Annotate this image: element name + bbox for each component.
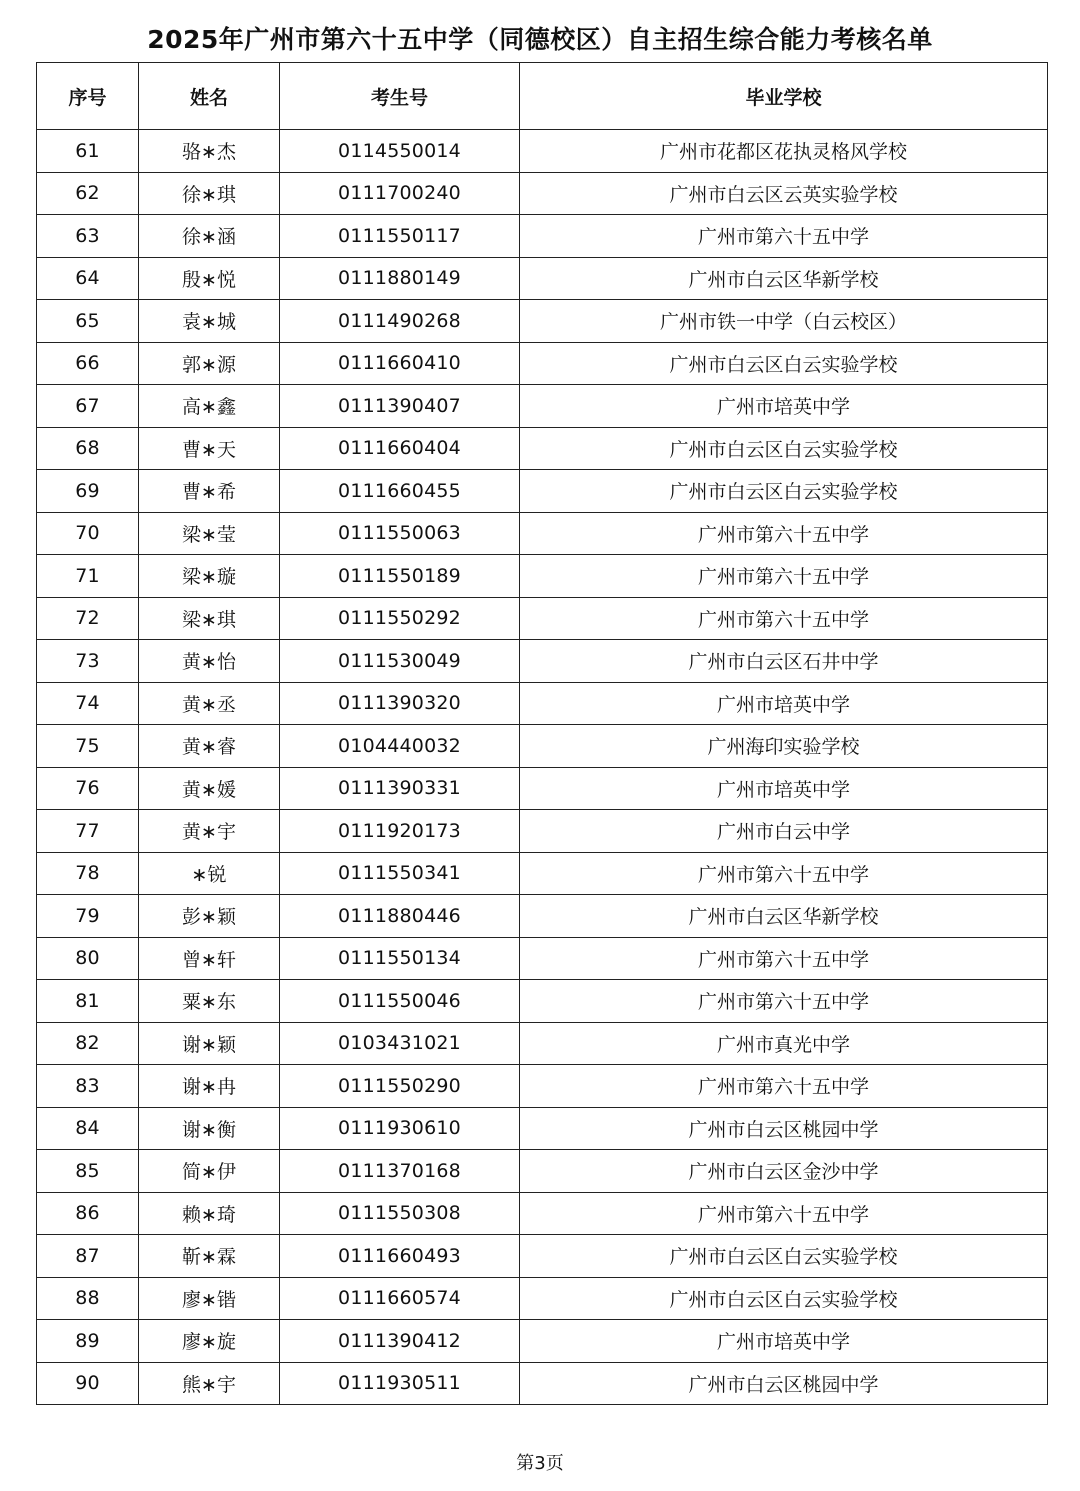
table-row	[37, 980, 1048, 1023]
cell-school: 广州市白云区白云实验学校	[520, 1277, 1048, 1320]
table-row	[37, 1022, 1048, 1065]
cell-name: 廖∗旋	[139, 1320, 280, 1363]
cell-no: 86	[37, 1192, 139, 1235]
table-row	[37, 937, 1048, 980]
table-row	[37, 597, 1048, 640]
table-row	[37, 300, 1048, 343]
column-header-name: 姓名	[139, 63, 280, 130]
cell-school: 广州市第六十五中学	[520, 1192, 1048, 1235]
table-row	[37, 1065, 1048, 1108]
cell-name: 骆∗杰	[139, 130, 280, 173]
cell-exam-id: 0111700240	[280, 172, 520, 215]
column-header-id: 考生号	[280, 63, 520, 130]
table-row	[37, 215, 1048, 258]
cell-school: 广州市第六十五中学	[520, 215, 1048, 258]
cell-school: 广州市真光中学	[520, 1022, 1048, 1065]
cell-name: 谢∗颖	[139, 1022, 280, 1065]
cell-school: 广州市第六十五中学	[520, 937, 1048, 980]
cell-name: 赖∗琦	[139, 1192, 280, 1235]
cell-exam-id: 0111550063	[280, 512, 520, 555]
cell-no: 64	[37, 257, 139, 300]
cell-no: 85	[37, 1150, 139, 1193]
cell-name: 谢∗冉	[139, 1065, 280, 1108]
cell-name: 殷∗悦	[139, 257, 280, 300]
cell-no: 88	[37, 1277, 139, 1320]
cell-school: 广州市培英中学	[520, 1320, 1048, 1363]
column-header-school: 毕业学校	[520, 63, 1048, 130]
cell-no: 78	[37, 852, 139, 895]
cell-name: 彭∗颖	[139, 895, 280, 938]
table-row	[37, 810, 1048, 853]
cell-no: 83	[37, 1065, 139, 1108]
cell-exam-id: 0111920173	[280, 810, 520, 853]
cell-no: 89	[37, 1320, 139, 1363]
cell-name: 徐∗涵	[139, 215, 280, 258]
cell-school: 广州海印实验学校	[520, 725, 1048, 768]
table-row	[37, 257, 1048, 300]
cell-school: 广州市白云区桃园中学	[520, 1107, 1048, 1150]
table-row	[37, 1362, 1048, 1405]
cell-exam-id: 0114550014	[280, 130, 520, 173]
cell-exam-id: 0111550046	[280, 980, 520, 1023]
cell-exam-id: 0111660574	[280, 1277, 520, 1320]
table-row	[37, 130, 1048, 173]
table-row	[37, 555, 1048, 598]
page-title: 2025年广州市第六十五中学（同德校区）自主招生综合能力考核名单	[147, 25, 933, 54]
cell-exam-id: 0111550292	[280, 597, 520, 640]
cell-name: 曹∗希	[139, 470, 280, 513]
cell-exam-id: 0111390412	[280, 1320, 520, 1363]
cell-no: 76	[37, 767, 139, 810]
cell-no: 75	[37, 725, 139, 768]
cell-no: 90	[37, 1362, 139, 1405]
table-row	[37, 427, 1048, 470]
table-row	[37, 1320, 1048, 1363]
page-number: 第3页	[516, 1453, 564, 1474]
cell-no: 77	[37, 810, 139, 853]
cell-no: 79	[37, 895, 139, 938]
table-row	[37, 470, 1048, 513]
cell-name: 熊∗宇	[139, 1362, 280, 1405]
cell-school: 广州市第六十五中学	[520, 512, 1048, 555]
table-row	[37, 512, 1048, 555]
cell-name: 高∗鑫	[139, 385, 280, 428]
table-row	[37, 1150, 1048, 1193]
cell-school: 广州市白云区白云实验学校	[520, 342, 1048, 385]
table-row	[37, 725, 1048, 768]
cell-school: 广州市白云区白云实验学校	[520, 1235, 1048, 1278]
table-row	[37, 640, 1048, 683]
cell-school: 广州市花都区花执灵格风学校	[520, 130, 1048, 173]
cell-exam-id: 0111550117	[280, 215, 520, 258]
cell-name: 曹∗天	[139, 427, 280, 470]
cell-no: 74	[37, 682, 139, 725]
cell-school: 广州市第六十五中学	[520, 852, 1048, 895]
cell-no: 81	[37, 980, 139, 1023]
cell-exam-id: 0111530049	[280, 640, 520, 683]
cell-name: 梁∗璇	[139, 555, 280, 598]
cell-name: 黄∗宇	[139, 810, 280, 853]
cell-school: 广州市白云区金沙中学	[520, 1150, 1048, 1193]
cell-exam-id: 0111390320	[280, 682, 520, 725]
cell-name: 黄∗怡	[139, 640, 280, 683]
cell-school: 广州市铁一中学（白云校区）	[520, 300, 1048, 343]
cell-school: 广州市白云区白云实验学校	[520, 427, 1048, 470]
cell-no: 80	[37, 937, 139, 980]
table-row	[37, 852, 1048, 895]
cell-school: 广州市白云区华新学校	[520, 895, 1048, 938]
cell-exam-id: 0111550189	[280, 555, 520, 598]
cell-no: 71	[37, 555, 139, 598]
cell-name: 谢∗衡	[139, 1107, 280, 1150]
table-row	[37, 682, 1048, 725]
cell-no: 67	[37, 385, 139, 428]
cell-name: 简∗伊	[139, 1150, 280, 1193]
cell-school: 广州市白云中学	[520, 810, 1048, 853]
cell-exam-id: 0111550341	[280, 852, 520, 895]
cell-name: 粟∗东	[139, 980, 280, 1023]
cell-no: 73	[37, 640, 139, 683]
table-row	[37, 342, 1048, 385]
cell-no: 65	[37, 300, 139, 343]
table-header-row	[37, 63, 1048, 130]
cell-name: 梁∗琪	[139, 597, 280, 640]
cell-no: 72	[37, 597, 139, 640]
table-row	[37, 767, 1048, 810]
cell-exam-id: 0111550290	[280, 1065, 520, 1108]
table-row	[37, 895, 1048, 938]
roster-table	[36, 62, 1048, 1405]
cell-name: 廖∗锴	[139, 1277, 280, 1320]
cell-exam-id: 0111390407	[280, 385, 520, 428]
cell-name: 徐∗琪	[139, 172, 280, 215]
cell-name: 黄∗睿	[139, 725, 280, 768]
cell-school: 广州市培英中学	[520, 682, 1048, 725]
cell-exam-id: 0111660404	[280, 427, 520, 470]
cell-exam-id: 0104440032	[280, 725, 520, 768]
cell-exam-id: 0111660410	[280, 342, 520, 385]
cell-exam-id: 0111660455	[280, 470, 520, 513]
column-header-no: 序号	[37, 63, 139, 130]
cell-no: 84	[37, 1107, 139, 1150]
cell-no: 87	[37, 1235, 139, 1278]
cell-school: 广州市培英中学	[520, 767, 1048, 810]
cell-name: 曾∗轩	[139, 937, 280, 980]
cell-no: 61	[37, 130, 139, 173]
cell-exam-id: 0111550134	[280, 937, 520, 980]
cell-school: 广州市第六十五中学	[520, 1065, 1048, 1108]
cell-name: ∗锐	[139, 852, 280, 895]
table-row	[37, 1277, 1048, 1320]
cell-name: 靳∗霖	[139, 1235, 280, 1278]
cell-name: 黄∗丞	[139, 682, 280, 725]
cell-exam-id: 0111660493	[280, 1235, 520, 1278]
cell-no: 70	[37, 512, 139, 555]
cell-exam-id: 0111930511	[280, 1362, 520, 1405]
cell-exam-id: 0111390331	[280, 767, 520, 810]
cell-school: 广州市培英中学	[520, 385, 1048, 428]
cell-school: 广州市白云区华新学校	[520, 257, 1048, 300]
cell-no: 82	[37, 1022, 139, 1065]
cell-name: 黄∗媛	[139, 767, 280, 810]
cell-exam-id: 0111880446	[280, 895, 520, 938]
cell-school: 广州市第六十五中学	[520, 597, 1048, 640]
cell-school: 广州市白云区石井中学	[520, 640, 1048, 683]
cell-exam-id: 0111930610	[280, 1107, 520, 1150]
cell-exam-id: 0103431021	[280, 1022, 520, 1065]
table-row	[37, 1235, 1048, 1278]
cell-exam-id: 0111880149	[280, 257, 520, 300]
table-row	[37, 172, 1048, 215]
cell-name: 郭∗源	[139, 342, 280, 385]
table-row	[37, 1107, 1048, 1150]
cell-name: 袁∗城	[139, 300, 280, 343]
table-body	[37, 130, 1048, 1405]
table-row	[37, 1192, 1048, 1235]
cell-no: 66	[37, 342, 139, 385]
cell-school: 广州市白云区桃园中学	[520, 1362, 1048, 1405]
cell-no: 68	[37, 427, 139, 470]
table-row	[37, 385, 1048, 428]
cell-school: 广州市白云区云英实验学校	[520, 172, 1048, 215]
cell-no: 63	[37, 215, 139, 258]
cell-school: 广州市白云区白云实验学校	[520, 470, 1048, 513]
cell-no: 62	[37, 172, 139, 215]
cell-school: 广州市第六十五中学	[520, 980, 1048, 1023]
cell-exam-id: 0111490268	[280, 300, 520, 343]
cell-school: 广州市第六十五中学	[520, 555, 1048, 598]
cell-exam-id: 0111370168	[280, 1150, 520, 1193]
cell-name: 梁∗莹	[139, 512, 280, 555]
cell-exam-id: 0111550308	[280, 1192, 520, 1235]
cell-no: 69	[37, 470, 139, 513]
